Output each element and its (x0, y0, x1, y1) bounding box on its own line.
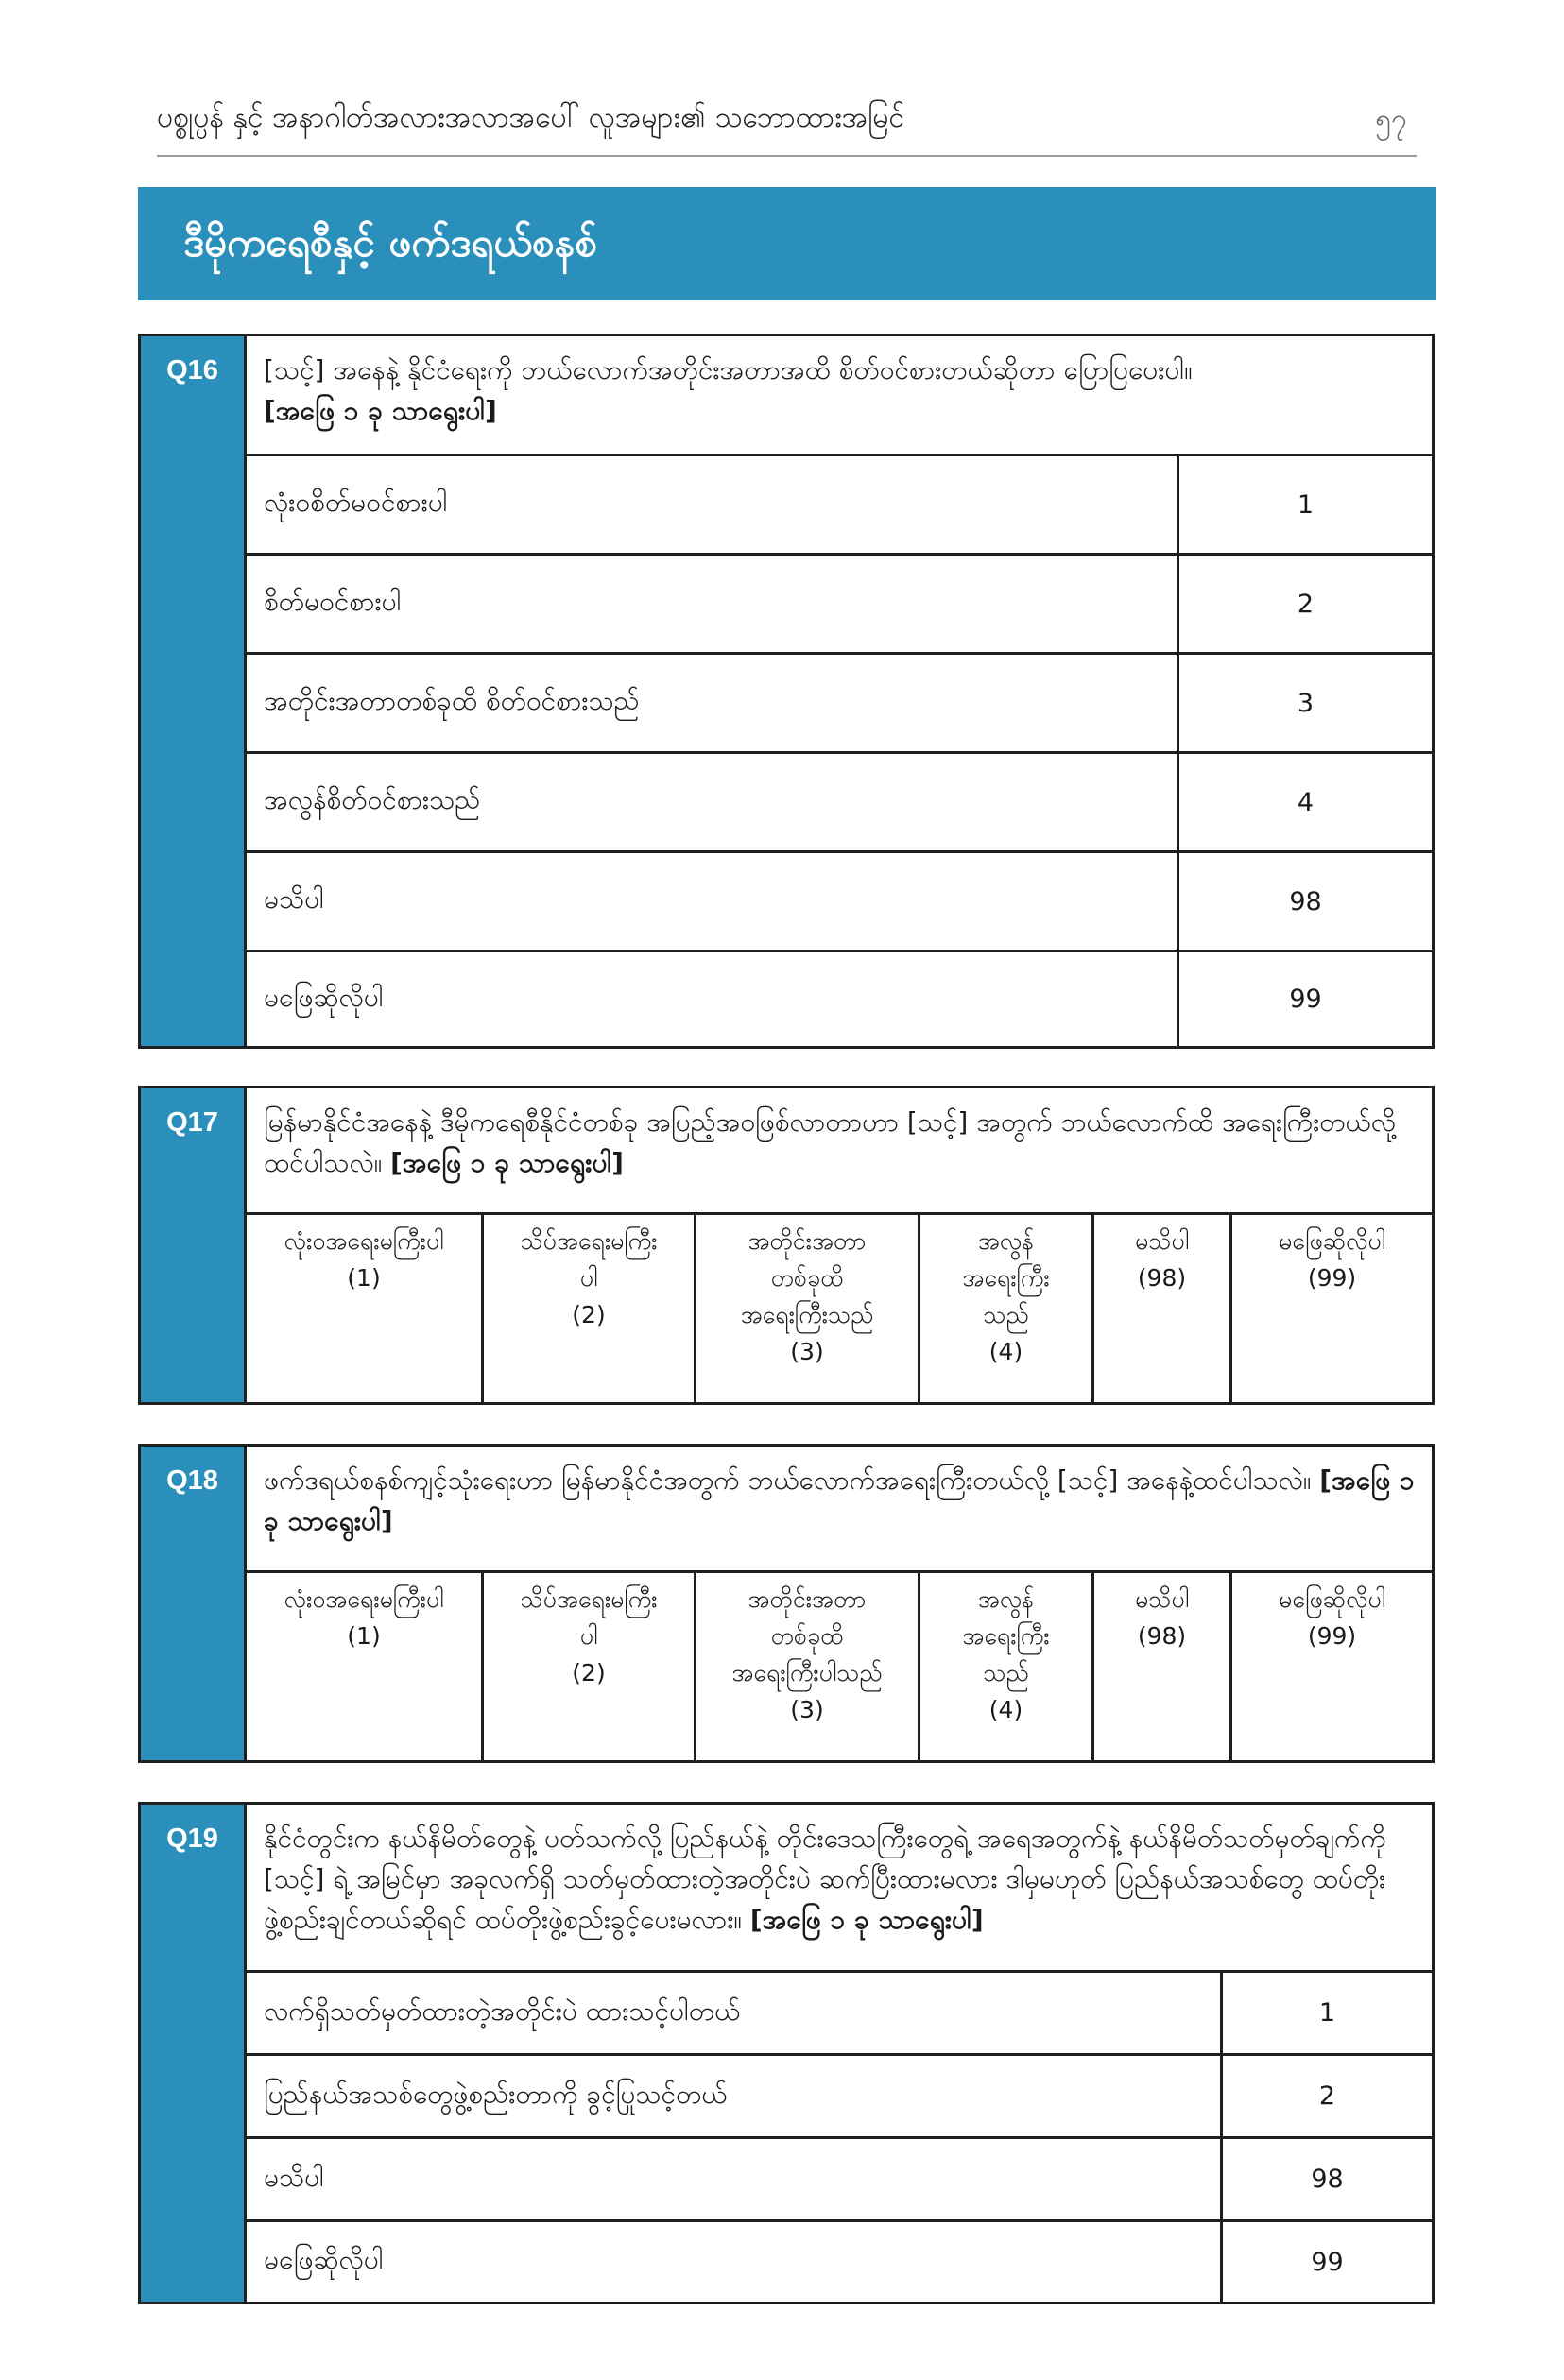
scale-label: မသိပါ (1134, 1585, 1190, 1613)
option-label: ပြည်နယ်အသစ်တွေဖွဲ့စည်းတာကို ခွင့်ပြုသင့်တယ် (264, 2078, 728, 2110)
scale-label: ပါ (579, 1264, 598, 1292)
question-q19 (138, 1802, 1435, 2304)
scale-code: (99) (1307, 1264, 1357, 1292)
question-text: [သင့်] အနေနဲ့ နိုင်ငံရေးကို ဘယ်လောက်အတိုင်းအတာအထိ စိတ်ဝင်စားတယ်ဆိုတာ ပြောပြပေးပါ။ (264, 354, 1193, 385)
option-label: လုံးဝစိတ်မဝင်စားပါ (264, 487, 448, 518)
question-q17 (138, 1086, 1435, 1405)
scale-label: လုံးဝအရေးမကြီးပါ (284, 1585, 444, 1613)
question-body (247, 336, 1432, 1046)
question-id: Q18 (166, 1465, 218, 1496)
scale-label: အရေးကြီးသည် (740, 1301, 874, 1328)
question-id: Q17 (166, 1107, 218, 1138)
option-row[interactable] (247, 1973, 1432, 2056)
scale-label: သိပ်အရေးမကြီး (520, 1227, 658, 1255)
answer-instruction: [အဖြေ ၁ ခု သာရွေးပါ] (390, 1147, 624, 1178)
scale-code: (4) (988, 1696, 1023, 1723)
scale-label: မသိပါ (1134, 1227, 1190, 1255)
section-title: ဒီမိုကရေစီနှင့် ဖက်ဒရယ်စနစ် (183, 219, 598, 265)
scale-option[interactable] (247, 1215, 484, 1402)
scale-code: (3) (790, 1338, 824, 1365)
scale-code: (99) (1307, 1622, 1357, 1650)
answer-instruction: [အဖြေ ၁ ခု သာရွေးပါ] (749, 1904, 984, 1935)
scale-code: (2) (572, 1301, 606, 1328)
scale-label: တစ်ခုထိ (770, 1622, 844, 1650)
answer-instruction: [အဖြေ ၁ ခု သာရွေးပါ] (264, 1464, 1415, 1536)
scale-code: (2) (572, 1659, 606, 1687)
option-row[interactable] (247, 456, 1432, 556)
question-id: Q16 (166, 355, 218, 385)
running-title: ပစ္စုပ္ပန် နှင့် အနာဂါတ်အလားအလာအပေါ် လူအများ၏ သဘောထားအမြင် (157, 101, 905, 134)
scale-code: (98) (1137, 1622, 1187, 1650)
option-code: 2 (1177, 556, 1432, 652)
scale-label: မဖြေဆိုလိုပါ (1278, 1585, 1385, 1613)
scale-option[interactable] (1232, 1215, 1432, 1402)
question-text: ဖက်ဒရယ်စနစ်ကျင့်သုံးရေးဟာ မြန်မာနိုင်ငံအတွက် ဘယ်လောက်အရေးကြီးတယ်လို့ [သင့်] အနေနဲ့ထင်ပါသလဲ။ (264, 1464, 1312, 1496)
option-code: 98 (1177, 853, 1432, 950)
answer-instruction: [အဖြေ ၁ ခု သာရွေးပါ] (264, 395, 497, 426)
scale-label: အတိုင်းအတာ (748, 1585, 867, 1613)
scale-option[interactable] (1094, 1215, 1232, 1402)
question-body (247, 1805, 1432, 2302)
scale-option[interactable] (1232, 1573, 1432, 1760)
option-label: မသိပါ (264, 2161, 324, 2193)
option-code: 2 (1220, 2056, 1432, 2136)
scale-label: အလွန် (977, 1585, 1035, 1613)
option-code: 98 (1220, 2139, 1432, 2219)
option-label: မဖြေဆိုလိုပါ (264, 2244, 384, 2275)
scale-option[interactable] (920, 1215, 1094, 1402)
question-body (247, 1088, 1432, 1402)
question-q18 (138, 1444, 1435, 1763)
question-body (247, 1447, 1432, 1760)
scale-label: မဖြေဆိုလိုပါ (1278, 1227, 1385, 1255)
option-code: 99 (1177, 952, 1432, 1046)
answer-scale (247, 1215, 1432, 1402)
scale-label: အရေးကြီး (962, 1622, 1050, 1650)
scale-label: လုံးဝအရေးမကြီးပါ (284, 1227, 444, 1255)
question-text: မြန်မာနိုင်ငံအနေနဲ့ ဒီမိုကရေစီနိုင်ငံတစ်ခု အပြည့်အဝဖြစ်လာတာဟာ [သင့်] အတွက် ဘယ်လောက်ထိ အရေးကြီးတယ်လို့ ထင်ပါသလဲ။ (264, 1106, 1396, 1178)
option-row[interactable] (247, 2139, 1432, 2222)
option-row[interactable] (247, 556, 1432, 655)
scale-label: အရေးကြီးပါသည် (731, 1659, 883, 1687)
scale-code: (3) (790, 1696, 824, 1723)
option-label: အလွန်စိတ်ဝင်စားသည် (264, 784, 481, 815)
question-text: နိုင်ငံတွင်းက နယ်နိမိတ်တွေနဲ့ ပတ်သက်လို့ ပြည်နယ်နဲ့ တိုင်းဒေသကြီးတွေရဲ့ အရေအတွက်နဲ့ နယ်နိမိတ်သတ်မှတ်ချက်ကို [သင့်] ရဲ့ အမြင်မှာ အခုလက်ရှိ သတ်မှတ်ထားတဲ့အတိုင်းပဲ ဆက်ပြီးထားမလား ဒါမှမဟုတ် ပြည်နယ်အသစ်တွေ ထပ်တိုးဖွဲ့စည်းချင်တယ်ဆိုရင် ထပ်တိုးဖွဲ့စည်းခွင့်ပေးမလား။ (264, 1823, 1386, 1935)
page-header (157, 91, 1417, 157)
scale-code: (1) (347, 1622, 381, 1650)
scale-option[interactable] (484, 1573, 696, 1760)
option-label: မဖြေဆိုလိုပါ (264, 981, 384, 1013)
scale-option[interactable] (696, 1573, 920, 1760)
question-id: Q19 (166, 1824, 218, 1854)
scale-label: သည် (983, 1659, 1029, 1687)
question-q16 (138, 334, 1435, 1049)
scale-label: အလွန် (977, 1227, 1035, 1255)
scale-option[interactable] (1094, 1573, 1232, 1760)
option-label: စိတ်မဝင်စားပါ (264, 586, 402, 617)
scale-code: (1) (347, 1264, 381, 1292)
option-row[interactable] (247, 2056, 1432, 2139)
scale-option[interactable] (247, 1573, 484, 1760)
scale-code: (98) (1137, 1264, 1187, 1292)
answer-scale (247, 1573, 1432, 1760)
scale-code: (4) (988, 1338, 1023, 1365)
option-row[interactable] (247, 655, 1432, 754)
question-text-cell (247, 1447, 1432, 1573)
scale-label: ပါ (579, 1622, 598, 1650)
option-code: 1 (1177, 456, 1432, 553)
scale-label: သည် (983, 1301, 1029, 1328)
option-row[interactable] (247, 2222, 1432, 2302)
option-label: မသိပါ (264, 883, 324, 915)
question-text-cell (247, 336, 1432, 456)
question-id-cell (141, 1805, 247, 2302)
scale-label: အတိုင်းအတာ (748, 1227, 867, 1255)
page-number: ၅၇ (1375, 103, 1407, 136)
question-id-cell (141, 1447, 247, 1760)
section-banner (138, 187, 1436, 300)
scale-option[interactable] (920, 1573, 1094, 1760)
option-code: 99 (1220, 2222, 1432, 2302)
scale-label: တစ်ခုထိ (770, 1264, 844, 1292)
option-row[interactable] (247, 754, 1432, 853)
scale-label: အရေးကြီး (962, 1264, 1050, 1292)
question-id-cell (141, 1088, 247, 1402)
scale-label: သိပ်အရေးမကြီး (520, 1585, 658, 1613)
question-id-cell (141, 336, 247, 1046)
question-text-cell (247, 1088, 1432, 1215)
option-label: လက်ရှိသတ်မှတ်ထားတဲ့အတိုင်းပဲ ထားသင့်ပါတယ် (264, 1995, 741, 2027)
option-row[interactable] (247, 853, 1432, 952)
option-code: 4 (1177, 754, 1432, 850)
question-text-cell (247, 1805, 1432, 1973)
scale-option[interactable] (484, 1215, 696, 1402)
option-code: 3 (1177, 655, 1432, 751)
option-label: အတိုင်းအတာတစ်ခုထိ စိတ်ဝင်စားသည် (264, 685, 640, 716)
option-code: 1 (1220, 1973, 1432, 2053)
option-row[interactable] (247, 952, 1432, 1046)
scale-option[interactable] (696, 1215, 920, 1402)
